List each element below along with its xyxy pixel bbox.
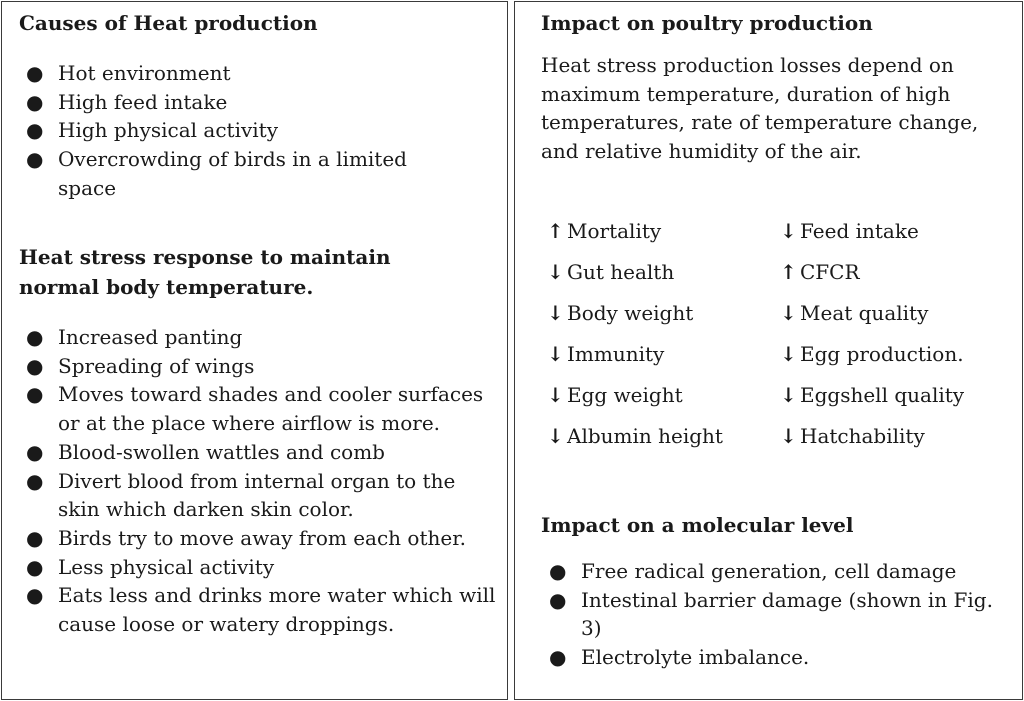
bullet-icon: ●: [549, 645, 567, 670]
arrow-down-icon: ↓: [547, 301, 564, 325]
effect-gut-health: ↓ Gut health: [547, 260, 675, 284]
bullet-icon: ●: [26, 382, 44, 407]
arrow-down-icon: ↓: [780, 383, 797, 407]
effects-row: [547, 342, 1007, 383]
list-item: ● Spreading of wings: [18, 352, 496, 381]
effect-mortality: ↑ Mortality: [547, 219, 662, 243]
right-panel: [514, 1, 1023, 700]
bullet-icon: ●: [26, 118, 44, 143]
effect-egg-production: ↓ Egg production.: [780, 342, 964, 366]
effect-body-weight: ↓ Body weight: [547, 301, 694, 325]
effect-feed-intake: ↓ Feed intake: [780, 219, 919, 243]
list-item: ● High physical activity: [18, 116, 488, 145]
effect-eggshell-quality: ↓ Eggshell quality: [780, 383, 965, 407]
list-item: ● Eats less and drinks more water which will cause loose or watery droppings.: [26, 583, 496, 637]
molecular-heading: Impact on a molecular level: [541, 513, 854, 537]
bullet-icon: ●: [549, 587, 567, 612]
list-item: ● Free radical generation, cell damage: [541, 557, 1011, 586]
bullet-icon: ●: [26, 554, 44, 579]
arrow-down-icon: ↓: [547, 383, 564, 407]
bullet-icon: ●: [26, 89, 44, 114]
list-item: ● Electrolyte imbalance.: [541, 643, 1011, 672]
bullet-icon: ●: [26, 325, 44, 349]
effect-meat-quality: ↓ Meat quality: [780, 301, 929, 325]
list-item: ● Hot environment: [18, 59, 488, 88]
effects-row: [547, 260, 1007, 301]
arrow-down-icon: ↓: [780, 424, 797, 448]
list-item: ● Intestinal barrier damage (shown in Fig. 3): [549, 587, 993, 641]
effect-hatchability: ↓ Hatchability: [780, 424, 925, 448]
poultry-heading: Impact on poultry production: [541, 11, 873, 35]
list-item: ● Divert blood from internal organ to the skin which darken skin color.: [26, 468, 456, 522]
list-item: ● Moves toward shades and cooler surfaces or at the place where airflow is more.: [26, 382, 484, 436]
arrow-up-icon: ↑: [780, 260, 797, 284]
list-item: ● Increased panting: [18, 323, 496, 352]
effect-cfcr: ↑ CFCR: [780, 260, 860, 284]
bullet-icon: ●: [26, 61, 44, 85]
effects-grid: [547, 219, 1007, 465]
list-item: ● Overcrowding of birds in a limited space: [26, 147, 407, 200]
list-item: ● Blood-swollen wattles and comb: [18, 438, 496, 467]
arrow-down-icon: ↓: [547, 342, 564, 366]
arrow-down-icon: ↓: [780, 219, 797, 243]
response-heading: Heat stress response to maintain normal body temperature.: [19, 245, 391, 299]
list-item: ● Birds try to move away from each other.: [18, 524, 496, 553]
bullet-icon: ●: [26, 147, 44, 172]
causes-heading: Causes of Heat production: [19, 11, 318, 35]
list-item: ● High feed intake: [18, 88, 488, 117]
arrow-down-icon: ↓: [547, 424, 564, 448]
bullet-icon: ●: [26, 353, 44, 378]
left-panel: [1, 1, 508, 700]
effects-row: [547, 424, 1007, 465]
bullet-icon: ●: [26, 468, 44, 493]
bullet-icon: ●: [549, 559, 567, 583]
causes-list: [18, 59, 488, 203]
poultry-description: Heat stress production losses depend on maximum temperature, duration of high temperatures, rate of temperature change, and relative humidity of the air.: [541, 53, 979, 163]
bullet-icon: ●: [26, 439, 44, 464]
effect-egg-weight: ↓ Egg weight: [547, 383, 683, 407]
bullet-icon: ●: [26, 525, 44, 550]
response-list: [18, 323, 496, 639]
arrow-up-icon: ↑: [547, 219, 564, 243]
molecular-list: [541, 557, 1011, 672]
effect-immunity: ↓ Immunity: [547, 342, 665, 366]
effects-row: [547, 219, 1007, 260]
arrow-down-icon: ↓: [547, 260, 564, 284]
arrow-down-icon: ↓: [780, 342, 797, 366]
effects-row: [547, 301, 1007, 342]
arrow-down-icon: ↓: [780, 301, 797, 325]
bullet-icon: ●: [26, 583, 44, 608]
list-item: ● Less physical activity: [18, 553, 496, 582]
effect-albumin-height: ↓ Albumin height: [547, 424, 723, 448]
effects-row: [547, 383, 1007, 424]
